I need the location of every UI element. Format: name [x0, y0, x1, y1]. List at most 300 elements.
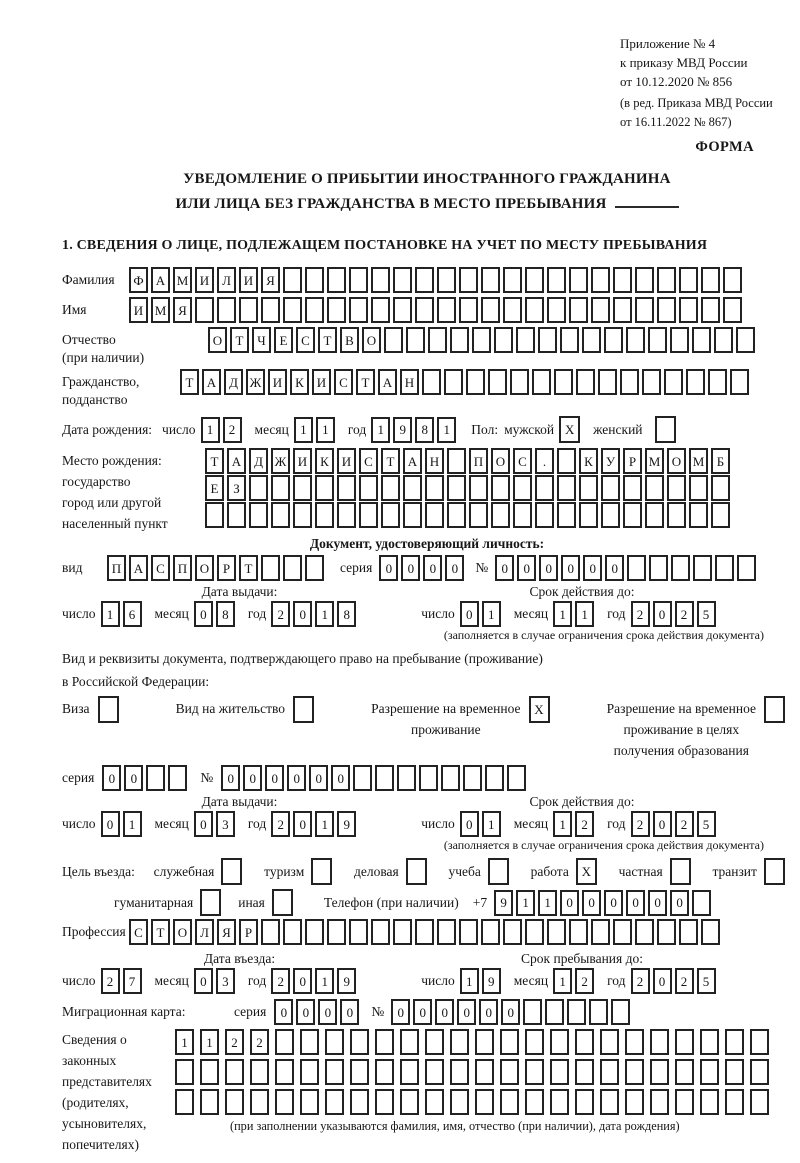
char-box: 1: [315, 968, 334, 994]
char-box: [613, 267, 632, 293]
month-label: месяц: [513, 973, 549, 988]
option-temp-residence-education: [607, 696, 788, 761]
stay-doc-dates: [62, 811, 792, 837]
char-box: [750, 1029, 769, 1055]
char-box: 5: [697, 811, 716, 837]
char-box: 0: [653, 968, 672, 994]
char-box: [350, 1089, 369, 1115]
char-box: [675, 1059, 694, 1085]
char-box: [293, 475, 312, 501]
char-box: 1: [482, 811, 501, 837]
char-box: [627, 555, 646, 581]
char-box: 8: [415, 417, 434, 443]
char-box: [466, 369, 485, 395]
char-box: [650, 1089, 669, 1115]
char-box: [701, 919, 720, 945]
char-box: .: [535, 448, 554, 474]
birth-place-label-line: город или другой: [62, 495, 162, 510]
char-box: [393, 919, 412, 945]
char-box: [525, 297, 544, 323]
birth-place-label: [62, 448, 205, 534]
representatives-label-line: представителях: [62, 1074, 152, 1089]
char-box: [371, 919, 390, 945]
year-label: год: [607, 973, 626, 988]
checkbox: [764, 696, 785, 723]
entry-month-boxes: [194, 968, 238, 994]
issue-date-heading: Дата выдачи:: [201, 584, 278, 599]
purpose-official-label: служебная: [153, 863, 215, 879]
visit-purpose-label: Цель въезда:: [62, 863, 135, 879]
char-box: [403, 475, 422, 501]
day-label: число: [62, 816, 96, 831]
char-box: 2: [101, 968, 120, 994]
char-box: 1: [460, 968, 479, 994]
char-box: [567, 999, 586, 1025]
stay-until-heading: Срок пребывания до:: [521, 951, 643, 966]
char-box: 5: [697, 968, 716, 994]
char-box: И: [268, 369, 287, 395]
char-box: [450, 1059, 469, 1085]
char-box: [600, 1089, 619, 1115]
char-box: [491, 475, 510, 501]
char-box: Р: [623, 448, 642, 474]
stay-year-boxes: [631, 968, 719, 994]
char-box: [491, 502, 510, 528]
char-box: [415, 919, 434, 945]
char-box: [557, 475, 576, 501]
option-residence-permit: [176, 696, 317, 723]
entry-date-heading: Дата въезда:: [203, 951, 276, 966]
patronymic-row: [62, 327, 792, 367]
char-box: И: [293, 448, 312, 474]
char-box: [437, 267, 456, 293]
char-box: Р: [217, 555, 236, 581]
char-box: [679, 297, 698, 323]
char-box: [337, 502, 356, 528]
char-box: 0: [653, 811, 672, 837]
char-box: 1: [371, 417, 390, 443]
stay-doc-date-headings: [62, 794, 792, 810]
char-box: 2: [225, 1029, 244, 1055]
char-box: [675, 1089, 694, 1115]
char-box: 5: [697, 601, 716, 627]
char-box: 1: [294, 417, 313, 443]
char-box: 1: [200, 1029, 219, 1055]
char-box: [261, 555, 280, 581]
representatives-label: [62, 1029, 175, 1155]
option-visa-checkbox: [98, 696, 122, 723]
char-box: [500, 1059, 519, 1085]
char-box: 2: [675, 601, 694, 627]
char-box: 0: [539, 555, 558, 581]
purpose-work: [531, 858, 600, 885]
char-box: [569, 267, 588, 293]
char-box: 2: [250, 1029, 269, 1055]
char-box: 0: [309, 765, 328, 791]
char-box: [535, 475, 554, 501]
checkbox: X: [559, 416, 580, 443]
amendment-reference: [620, 94, 792, 132]
char-box: 0: [560, 890, 579, 916]
char-box: [469, 475, 488, 501]
char-box: 0: [293, 968, 312, 994]
char-box: [750, 1059, 769, 1085]
birth-date-row: [62, 416, 792, 443]
char-box: [604, 327, 623, 353]
char-box: [375, 765, 394, 791]
valid-until-heading: Срок действия до:: [529, 584, 635, 599]
purpose-transit-checkbox: [764, 858, 788, 885]
char-box: 0: [101, 811, 120, 837]
stay-doc-intro2: в Российской Федерации:: [62, 674, 210, 689]
char-box: [475, 1029, 494, 1055]
char-box: О: [491, 448, 510, 474]
patronymic-label: [62, 327, 208, 367]
char-box: 1: [553, 811, 572, 837]
birth-day-boxes: [201, 417, 245, 443]
char-box: [488, 369, 507, 395]
number-label: №: [475, 560, 489, 575]
char-box: [737, 555, 756, 581]
char-box: 0: [287, 765, 306, 791]
char-box: [325, 1029, 344, 1055]
char-box: [503, 267, 522, 293]
char-box: 2: [271, 968, 290, 994]
phone-boxes: [494, 890, 714, 916]
patronymic-label-line2: (при наличии): [62, 350, 145, 365]
representatives-label-line: усыновителях,: [62, 1116, 147, 1131]
char-box: [249, 502, 268, 528]
purpose-tourism: [264, 858, 335, 885]
option-visa-label: Виза: [62, 701, 90, 716]
char-box: 1: [553, 968, 572, 994]
char-box: [620, 369, 639, 395]
char-box: [635, 267, 654, 293]
purpose-tourism-label: туризм: [264, 863, 305, 879]
char-box: 0: [648, 890, 667, 916]
char-box: [195, 297, 214, 323]
char-box: [525, 1029, 544, 1055]
char-box: [305, 267, 324, 293]
option-temp-residence-checkbox: [529, 696, 553, 723]
char-box: Н: [400, 369, 419, 395]
char-box: 0: [479, 999, 498, 1025]
char-box: [349, 297, 368, 323]
title-line1: УВЕДОМЛЕНИЕ О ПРИБЫТИИ ИНОСТРАННОГО ГРАЖДАНИНА: [183, 171, 671, 187]
checkbox: X: [576, 858, 597, 885]
valid-day-boxes: [460, 811, 504, 837]
doc-number-boxes: [495, 555, 759, 581]
option-temp-residence-education-label-line: Разрешение на временное: [606, 701, 756, 716]
year-label: год: [607, 606, 626, 621]
series-label: серия: [340, 560, 373, 575]
entry-dates: [62, 968, 792, 994]
char-box: 0: [582, 890, 601, 916]
char-box: С: [296, 327, 315, 353]
char-box: [469, 502, 488, 528]
char-box: 1: [316, 417, 335, 443]
char-box: [459, 919, 478, 945]
char-box: [393, 267, 412, 293]
purpose-humanitarian-label: гуманитарная: [114, 894, 194, 910]
char-box: [447, 475, 466, 501]
char-box: [550, 1059, 569, 1085]
char-box: [503, 297, 522, 323]
char-box: [550, 1029, 569, 1055]
char-box: О: [173, 919, 192, 945]
identity-doc-heading: Документ, удостоверяющий личность:: [309, 536, 545, 551]
checkbox: [406, 858, 427, 885]
section1-heading: 1. СВЕДЕНИЯ О ЛИЦЕ, ПОДЛЕЖАЩЕМ ПОСТАНОВКЕ НА УЧЕТ ПО МЕСТУ ПРЕБЫВАНИЯ: [62, 238, 708, 253]
issue-month-boxes: [194, 601, 238, 627]
char-box: Я: [173, 297, 192, 323]
issue-date-heading: Дата выдачи:: [201, 794, 278, 809]
amend-line: (в ред. Приказа МВД России: [620, 96, 773, 110]
option-temp-residence-education-label-line: проживание в целях: [623, 722, 740, 737]
char-box: [441, 765, 460, 791]
char-box: [689, 475, 708, 501]
representatives-row2: [175, 1059, 775, 1085]
purpose-transit: [712, 858, 788, 885]
char-box: 0: [460, 601, 479, 627]
char-box: О: [208, 327, 227, 353]
stay-doc-number-boxes: [221, 765, 529, 791]
order-reference: [620, 34, 792, 91]
char-box: [437, 919, 456, 945]
char-box: [730, 369, 749, 395]
identity-doc-note: (заполняется в случае ограничения срока действия документа): [443, 628, 764, 642]
char-box: К: [290, 369, 309, 395]
valid-year-boxes: [631, 811, 719, 837]
char-box: [283, 267, 302, 293]
sex-label: Пол:: [471, 421, 499, 437]
char-box: А: [202, 369, 221, 395]
entry-date-group: [62, 968, 369, 994]
char-box: А: [227, 448, 246, 474]
char-box: [205, 502, 224, 528]
char-box: [711, 502, 730, 528]
char-box: 0: [626, 890, 645, 916]
char-box: [550, 1089, 569, 1115]
birth-place-row2: [205, 475, 733, 501]
char-box: 0: [495, 555, 514, 581]
char-box: [406, 327, 425, 353]
char-box: 0: [517, 555, 536, 581]
title-blank-line: [615, 191, 679, 208]
checkbox: [655, 416, 676, 443]
title-line2-wrap: [62, 191, 792, 216]
char-box: [700, 1089, 719, 1115]
char-box: [613, 297, 632, 323]
representatives-label-line: (родителях,: [62, 1095, 129, 1110]
char-box: [670, 327, 689, 353]
char-box: [648, 327, 667, 353]
char-box: [569, 297, 588, 323]
citizenship-label-line1: Гражданство,: [62, 374, 140, 389]
char-box: [692, 327, 711, 353]
entry-day-boxes: [101, 968, 145, 994]
char-box: [569, 919, 588, 945]
char-box: Т: [318, 327, 337, 353]
checkbox: [200, 889, 221, 916]
char-box: [532, 369, 551, 395]
char-box: [560, 327, 579, 353]
char-box: [736, 327, 755, 353]
char-box: 0: [460, 811, 479, 837]
char-box: [300, 1059, 319, 1085]
char-box: [371, 297, 390, 323]
char-box: [657, 919, 676, 945]
char-box: 9: [393, 417, 412, 443]
char-box: [293, 502, 312, 528]
number-label: №: [200, 770, 214, 785]
char-box: 2: [675, 811, 694, 837]
char-box: [557, 448, 576, 474]
char-box: 0: [670, 890, 689, 916]
char-box: 0: [331, 765, 350, 791]
char-box: [450, 327, 469, 353]
char-box: [723, 267, 742, 293]
char-box: [591, 267, 610, 293]
purpose-study-label: учеба: [448, 863, 481, 879]
sex-male-label: мужской: [504, 421, 555, 437]
char-box: О: [362, 327, 381, 353]
checkbox: [488, 858, 509, 885]
char-box: 0: [445, 555, 464, 581]
valid-year-boxes: [631, 601, 719, 627]
char-box: 0: [561, 555, 580, 581]
char-box: 0: [653, 601, 672, 627]
representatives-row1: [175, 1029, 775, 1055]
char-box: 1: [315, 601, 334, 627]
representatives-block: [62, 1029, 792, 1155]
char-box: [626, 327, 645, 353]
char-box: Е: [274, 327, 293, 353]
issue-date-group: [62, 601, 369, 627]
birth-place-label-line: Место рождения:: [62, 453, 162, 468]
checkbox: [221, 858, 242, 885]
valid-until-heading: Срок действия до:: [529, 794, 635, 809]
char-box: 0: [604, 890, 623, 916]
char-box: [425, 475, 444, 501]
char-box: 0: [194, 601, 213, 627]
series-label: серия: [234, 1004, 267, 1019]
char-box: [649, 555, 668, 581]
char-box: 1: [315, 811, 334, 837]
char-box: [623, 502, 642, 528]
stay-day-boxes: [460, 968, 504, 994]
char-box: [327, 919, 346, 945]
char-box: [425, 502, 444, 528]
purpose-business-checkbox: [406, 858, 430, 885]
char-box: [350, 1029, 369, 1055]
char-box: [693, 555, 712, 581]
char-box: [472, 327, 491, 353]
char-box: [503, 919, 522, 945]
char-box: [349, 267, 368, 293]
sex-female-label: женский: [593, 421, 643, 437]
birth-place-block: [62, 448, 792, 534]
birth-place-row1: [205, 448, 733, 474]
char-box: [475, 1089, 494, 1115]
purpose-business: [354, 858, 430, 885]
checkbox: [764, 858, 785, 885]
char-box: 9: [494, 890, 513, 916]
profession-boxes: [129, 919, 723, 945]
char-box: [513, 502, 532, 528]
char-box: [175, 1059, 194, 1085]
char-box: [225, 1059, 244, 1085]
char-box: [450, 1029, 469, 1055]
char-box: 0: [296, 999, 315, 1025]
char-box: 1: [516, 890, 535, 916]
char-box: [700, 1059, 719, 1085]
option-temp-residence-label-line: проживание: [411, 722, 481, 737]
title-line2: ИЛИ ЛИЦА БЕЗ ГРАЖДАНСТВА В МЕСТО ПРЕБЫВАНИЯ: [175, 196, 607, 212]
char-box: А: [378, 369, 397, 395]
char-box: [671, 555, 690, 581]
char-box: [675, 1029, 694, 1055]
char-box: [642, 369, 661, 395]
char-box: 1: [575, 601, 594, 627]
char-box: [337, 475, 356, 501]
char-box: [200, 1059, 219, 1085]
char-box: [400, 1089, 419, 1115]
char-box: [428, 327, 447, 353]
char-box: [283, 555, 302, 581]
char-box: [463, 765, 482, 791]
stay-until-group: [421, 968, 728, 994]
char-box: [600, 1059, 619, 1085]
char-box: [547, 919, 566, 945]
char-box: [415, 267, 434, 293]
char-box: [397, 765, 416, 791]
purpose-humanitarian: [114, 889, 224, 916]
option-visa: [62, 696, 122, 723]
char-box: 2: [631, 811, 650, 837]
char-box: [305, 919, 324, 945]
option-temp-residence: [371, 696, 552, 740]
profession-label: Профессия: [62, 924, 126, 939]
birth-place-label-line: населенный пункт: [62, 516, 168, 531]
char-box: 1: [175, 1029, 194, 1055]
day-label: число: [62, 606, 96, 621]
char-box: 1: [553, 601, 572, 627]
birth-place-label-line: государство: [62, 474, 131, 489]
char-box: О: [667, 448, 686, 474]
char-box: М: [645, 448, 664, 474]
char-box: [650, 1059, 669, 1085]
char-box: И: [312, 369, 331, 395]
purpose-other: [238, 889, 296, 916]
char-box: [419, 765, 438, 791]
issue-date-group: [62, 811, 369, 837]
char-box: [686, 369, 705, 395]
patronymic-label-line1: Отчество: [62, 332, 116, 347]
phone-prefix: +7: [472, 894, 488, 910]
char-box: [575, 1089, 594, 1115]
char-box: [625, 1029, 644, 1055]
year-label: год: [347, 421, 367, 437]
char-box: [601, 475, 620, 501]
char-box: [500, 1089, 519, 1115]
char-box: [545, 999, 564, 1025]
valid-day-boxes: [460, 601, 504, 627]
option-residence-permit-checkbox: [293, 696, 317, 723]
char-box: [667, 502, 686, 528]
char-box: [725, 1089, 744, 1115]
series-label: серия: [62, 770, 95, 785]
